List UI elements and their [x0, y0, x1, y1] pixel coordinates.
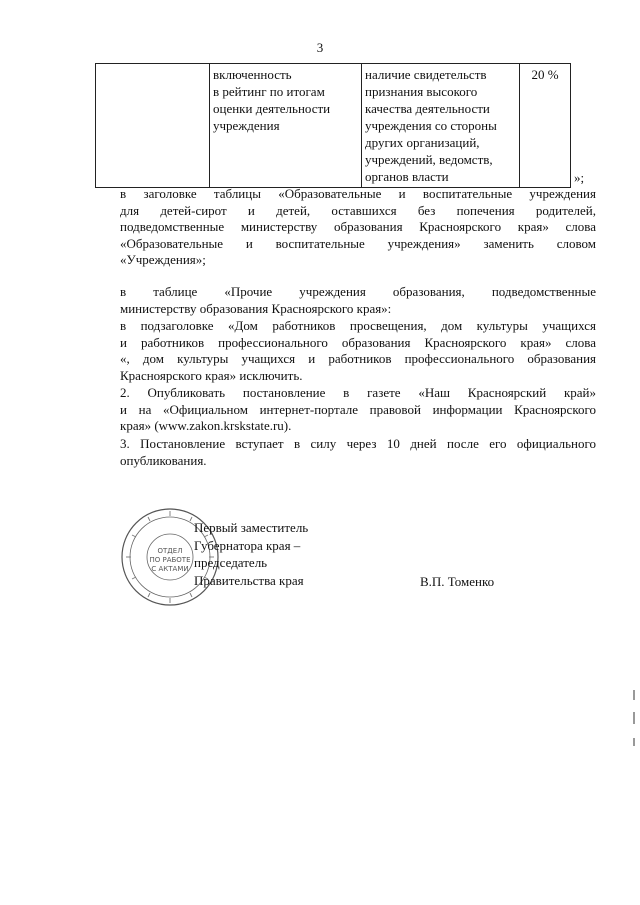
margin-mark: [633, 690, 635, 700]
criterion-line: в рейтинг по итогам: [213, 84, 325, 99]
text-line: в заголовке таблицы «Образовательные и воспитательные учреждения: [120, 186, 596, 201]
indicator-line: органов власти: [365, 169, 449, 184]
text-line: 2. Опубликовать постановление в газете «Наш Красноярский край»: [120, 385, 596, 400]
text-line: «Образовательные и воспитательные учреждения» заменить словом: [120, 235, 596, 251]
indicator-line: наличие свидетельств: [365, 67, 487, 82]
margin-mark: [633, 738, 635, 746]
stamp-line: С АКТАМИ: [151, 565, 189, 573]
table-cell-value: 20 %: [520, 64, 571, 188]
text-line: 3. Постановление вступает в силу через 10 дней после его официального: [120, 436, 596, 451]
text-line: для детей-сирот и детей, оставшихся без попечения родителей,: [120, 202, 596, 218]
paragraph-table-title-change: [80, 186, 596, 269]
signature-title: [194, 519, 308, 589]
criterion-line: включенность: [213, 67, 292, 82]
paragraph-publish: [80, 385, 596, 435]
signature-line: Правительства края: [194, 572, 304, 588]
text-line: Красноярского края» исключить.: [120, 367, 303, 383]
indicator-line: признания высокого: [365, 84, 478, 99]
signature-line: председатель: [194, 555, 268, 570]
stamp-line: ОТДЕЛ: [157, 547, 183, 555]
page-number: 3: [316, 40, 324, 55]
margin-mark: [633, 712, 635, 724]
criterion-line: учреждения: [213, 118, 280, 133]
indicator-line: качества деятельности: [365, 101, 490, 116]
signature-line: Губернатора края –: [194, 537, 301, 553]
criteria-table: [95, 63, 571, 188]
indicator-line: учреждений, ведомств,: [365, 152, 493, 167]
paragraph-effective-date: [80, 436, 596, 469]
table-cell-indicator: [362, 64, 520, 188]
criterion-line: оценки деятельности: [213, 101, 331, 116]
text-line: подведомственные министерству образования Красноярского края» слова: [120, 219, 596, 234]
text-line: в таблице «Прочие учреждения образования, подведомственные: [120, 284, 596, 299]
text-line: в подзаголовке «Дом работников просвещения, дом культуры учащихся: [120, 318, 596, 333]
text-line: «, дом культуры учащихся и работников профессионального образования: [120, 351, 596, 366]
text-line: «Учреждения»;: [120, 252, 206, 267]
signature-line: Первый заместитель: [194, 520, 309, 535]
text-line: края» (www.zakon.krskstate.ru).: [120, 418, 292, 433]
stamp-line: ПО РАБОТЕ: [149, 556, 191, 564]
closing-quote: »;: [574, 170, 585, 185]
paragraph-other-institutions: [80, 284, 596, 317]
table-row: [96, 64, 571, 188]
indicator-line: учреждения со стороны: [365, 118, 497, 133]
table-cell-empty: [96, 64, 210, 188]
signatory-name: В.П. Томенко: [420, 574, 495, 589]
text-line: опубликования.: [120, 452, 207, 468]
text-line: и работников профессионального образования Красноярского края» слова: [120, 334, 596, 350]
paragraph-subheading-change: [80, 318, 596, 384]
table-cell-criterion: [210, 64, 362, 188]
text-line: и на «Официальном интернет-портале правовой информации Красноярского: [120, 401, 596, 417]
text-line: министерству образования Красноярского края»:: [120, 300, 392, 316]
indicator-line: других организаций,: [365, 135, 480, 150]
